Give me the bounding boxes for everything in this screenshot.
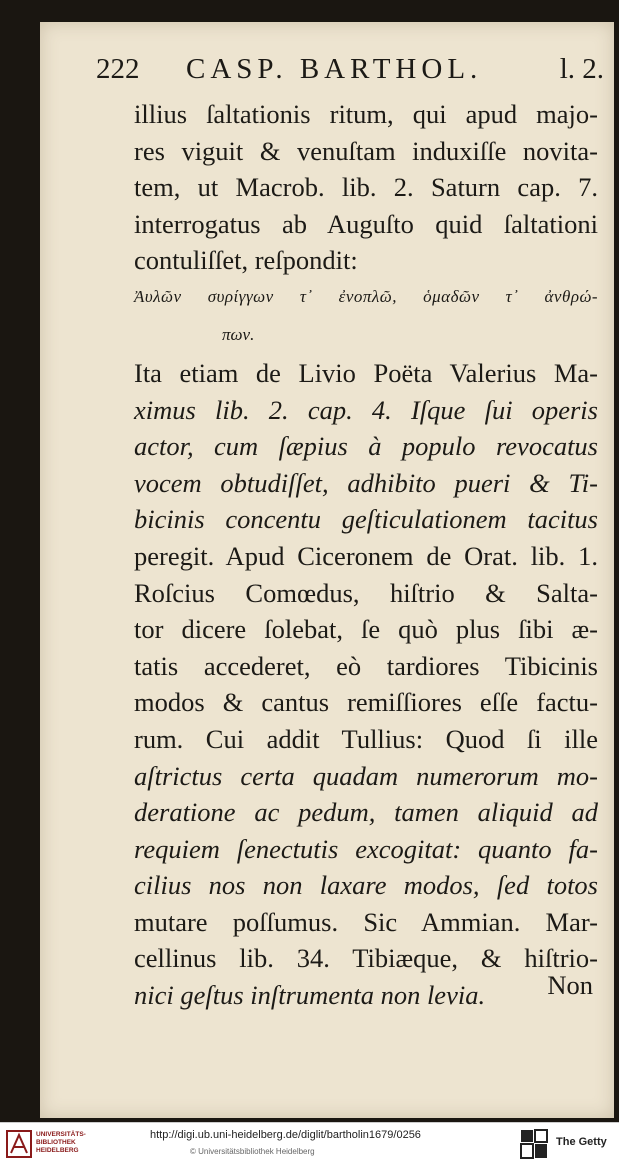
text-line: Roſcius Comœdus, hiſtrio & Salta- — [134, 577, 598, 608]
text-line: interrogatus ab Auguſto quid ſaltationi — [134, 208, 598, 239]
running-title: CASP. BARTHOL. — [186, 53, 483, 85]
text-line: tem, ut Macrob. lib. 2. Saturn cap. 7. — [134, 172, 598, 203]
page-number: 222 — [96, 53, 140, 85]
ub-heidelberg-logo-icon — [6, 1129, 32, 1159]
partner-name: The Getty — [556, 1136, 607, 1148]
viewer-footer — [0, 1122, 619, 1165]
chapter-marker: l. 2. — [559, 53, 604, 85]
text-line: mutare poſſumus. Sic Ammian. Mar- — [134, 906, 598, 937]
library-name: UNIVERSITÄTS- BIBLIOTHEK HEIDELBERG — [36, 1131, 86, 1154]
text-line: tor dicere ſolebat, ſe quò plus ſibi æ- — [134, 614, 598, 645]
catchword: Non — [547, 970, 593, 1000]
greek-quote-line: πων. — [222, 324, 255, 344]
text-line: contuliſſet, reſpondit: — [134, 245, 358, 276]
text-line: modos & cantus remiſſiores eſſe factu- — [134, 687, 598, 718]
page-header — [96, 53, 608, 93]
text-line: nici geſtus inſtrumenta non levia. — [134, 980, 486, 1011]
text-line: illius ſaltationis ritum, qui apud majo- — [134, 99, 598, 129]
text-line: actor, cum ſæpius à populo revocatus — [134, 431, 598, 462]
body-text — [134, 96, 598, 1014]
text-line: peregit. Apud Ciceronem de Orat. lib. 1. — [134, 540, 598, 571]
text-line: ximus lib. 2. cap. 4. Iſque ſui operis — [134, 394, 598, 425]
text-line: res viguit & venuſtam induxiſſe novita- — [134, 135, 598, 166]
text-line: requiem ſenectutis excogitat: quanto fa- — [134, 833, 598, 864]
text-line: aſtrictus certa quadam numerorum mo- — [134, 760, 598, 791]
text-line: bicinis concentu geſticulationem tacitus — [134, 504, 598, 535]
greek-quote-line: Ἀυλῶν συρίγγων τ᾽ ἐνοπλῶ, ὁμαδῶν τ᾽ ἀνθρώ- — [134, 286, 598, 306]
copyright-notice: © Universitätsbibliothek Heidelberg — [190, 1147, 315, 1156]
permalink-url[interactable]: http://digi.ub.uni-heidelberg.de/diglit/bartholin1679/0256 — [150, 1129, 421, 1141]
getty-logo-icon — [520, 1129, 548, 1159]
text-line: cellinus lib. 34. Tibiæque, & hiſtrio- — [134, 943, 598, 974]
text-line: Ita etiam de Livio Poëta Valerius Ma- — [134, 357, 598, 388]
text-line: rum. Cui addit Tullius: Quod ſi ille — [134, 723, 598, 754]
text-line: cilius nos non laxare modos, ſed totos — [134, 870, 598, 901]
text-line: vocem obtudiſſet, adhibito pueri & Ti- — [134, 467, 598, 498]
text-line: tatis accederet, eò tardiores Tibicinis — [134, 650, 598, 681]
text-line: deratione ac pedum, tamen aliquid ad — [134, 797, 598, 828]
